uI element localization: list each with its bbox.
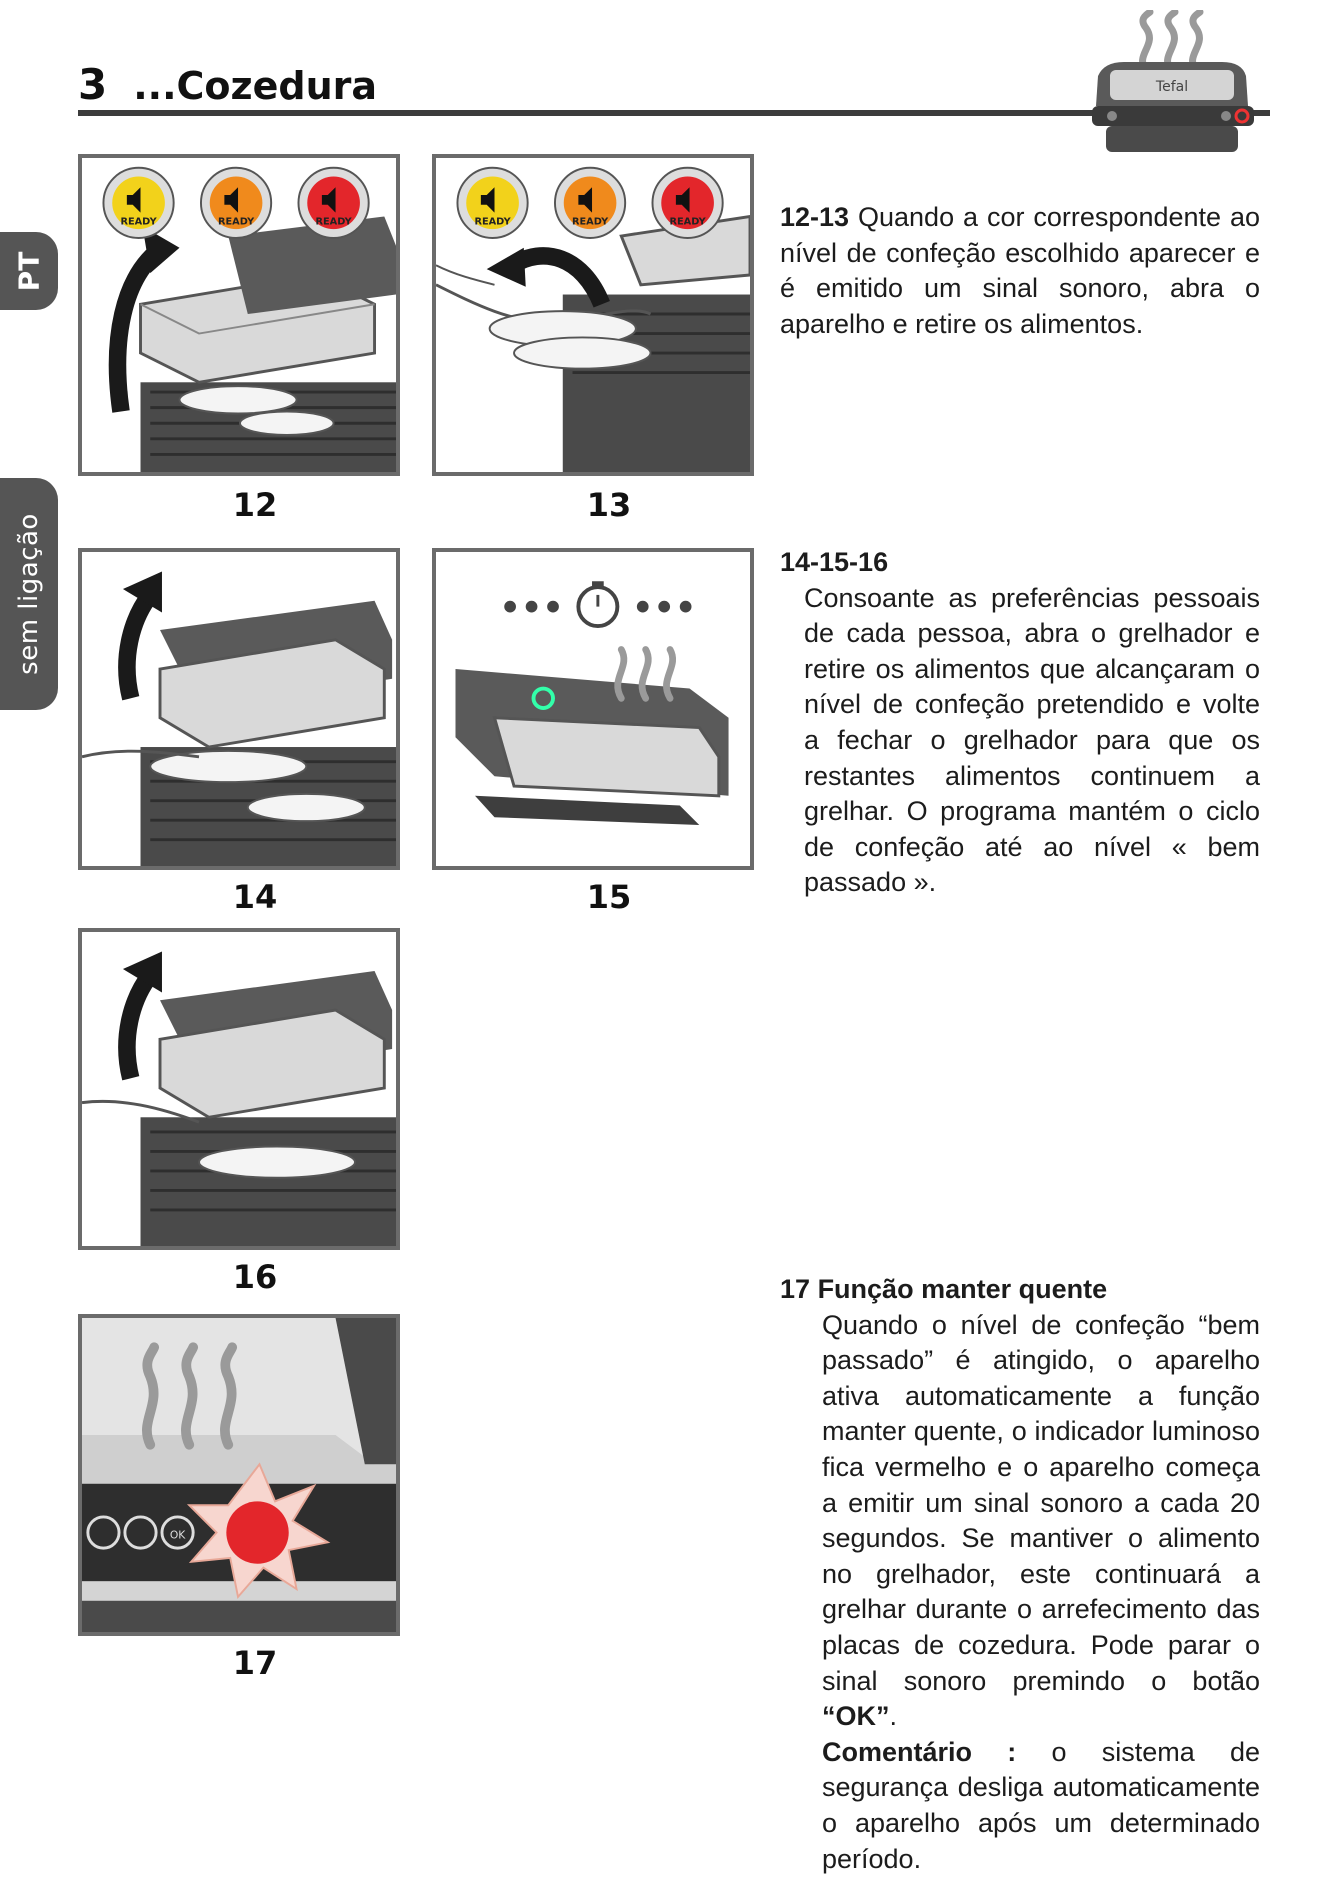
mode-label: sem ligação [14, 513, 44, 675]
step-title: Função manter quente [817, 1274, 1108, 1304]
step-text: Consoante as preferências pessoais de cada pessoa, abra o grelhador e retire os alimentos que alcançaram o nível de confeção pretendido e volte a fechar o grelhador para que os restantes alimentos continuem a grelhar. O programa mantém o ciclo de confeção até ao nível « bem passado ». [804, 582, 1260, 898]
note-text: o sistema de segurança desliga automaticamente o aparelho após um determinado período. [822, 1736, 1261, 1874]
ready-label: READY [571, 216, 609, 228]
figure-number: 17 [232, 1644, 278, 1682]
figure-16-image [78, 928, 400, 1250]
step-number: 14-15-16 [780, 547, 889, 577]
section-number: 3 [78, 60, 108, 109]
figure-13-image [432, 154, 754, 476]
step-number: 12-13 [780, 202, 850, 232]
figure-number: 16 [232, 1258, 278, 1296]
figure-number: 13 [586, 486, 632, 524]
step-text-end: . [889, 1701, 898, 1732]
ready-label: READY [669, 216, 706, 228]
mode-tab [0, 478, 58, 710]
instructions-14-15-16 [780, 545, 1260, 901]
language-tab [0, 232, 58, 310]
note-label: Comentário : [822, 1736, 1017, 1767]
figure-number: 12 [232, 486, 278, 524]
instructions-12-13 [780, 200, 1260, 342]
step-number: 17 [780, 1274, 811, 1304]
figure-17-image [78, 1314, 400, 1636]
language-label: PT [12, 251, 46, 291]
figure-12-image [78, 154, 400, 476]
figure-14-image [78, 548, 400, 870]
ready-label: READY [474, 216, 511, 228]
ok-button-label: OK [169, 1528, 186, 1542]
figure-number: 14 [232, 878, 278, 916]
grill-logo-brand: Tefal [1155, 79, 1189, 95]
ok-label: “OK” [822, 1701, 890, 1732]
figure-number: 15 [586, 878, 632, 916]
page-title [78, 60, 377, 109]
section-title: ...Cozedura [133, 64, 378, 108]
figure-15-image [432, 548, 754, 870]
step-text: Quando a cor correspondente ao nível de confeção escolhido aparecer e é emitido um sinal sonoro, abra o aparelho e retire os alimentos. [780, 202, 1260, 339]
ready-label: READY [120, 216, 157, 228]
instructions-17 [780, 1272, 1260, 1877]
ready-label: READY [315, 216, 352, 228]
ready-indicators [103, 168, 368, 238]
step-text: Quando o nível de confeção “bem passado” é atingido, o aparelho ativa automaticamente a função manter quente, o indicador luminoso fica vermelho e o aparelho começa a emitir um sinal sonoro a cada 20 segundos. Se mantiver o alimento no grelhador, este continuará a grelhar durante o arrefecimento das placas de cozedura. Pode parar o sinal sonoro premindo o botão [822, 1309, 1260, 1696]
grill-logo-icon [1076, 10, 1266, 160]
ready-label: READY [217, 216, 255, 228]
